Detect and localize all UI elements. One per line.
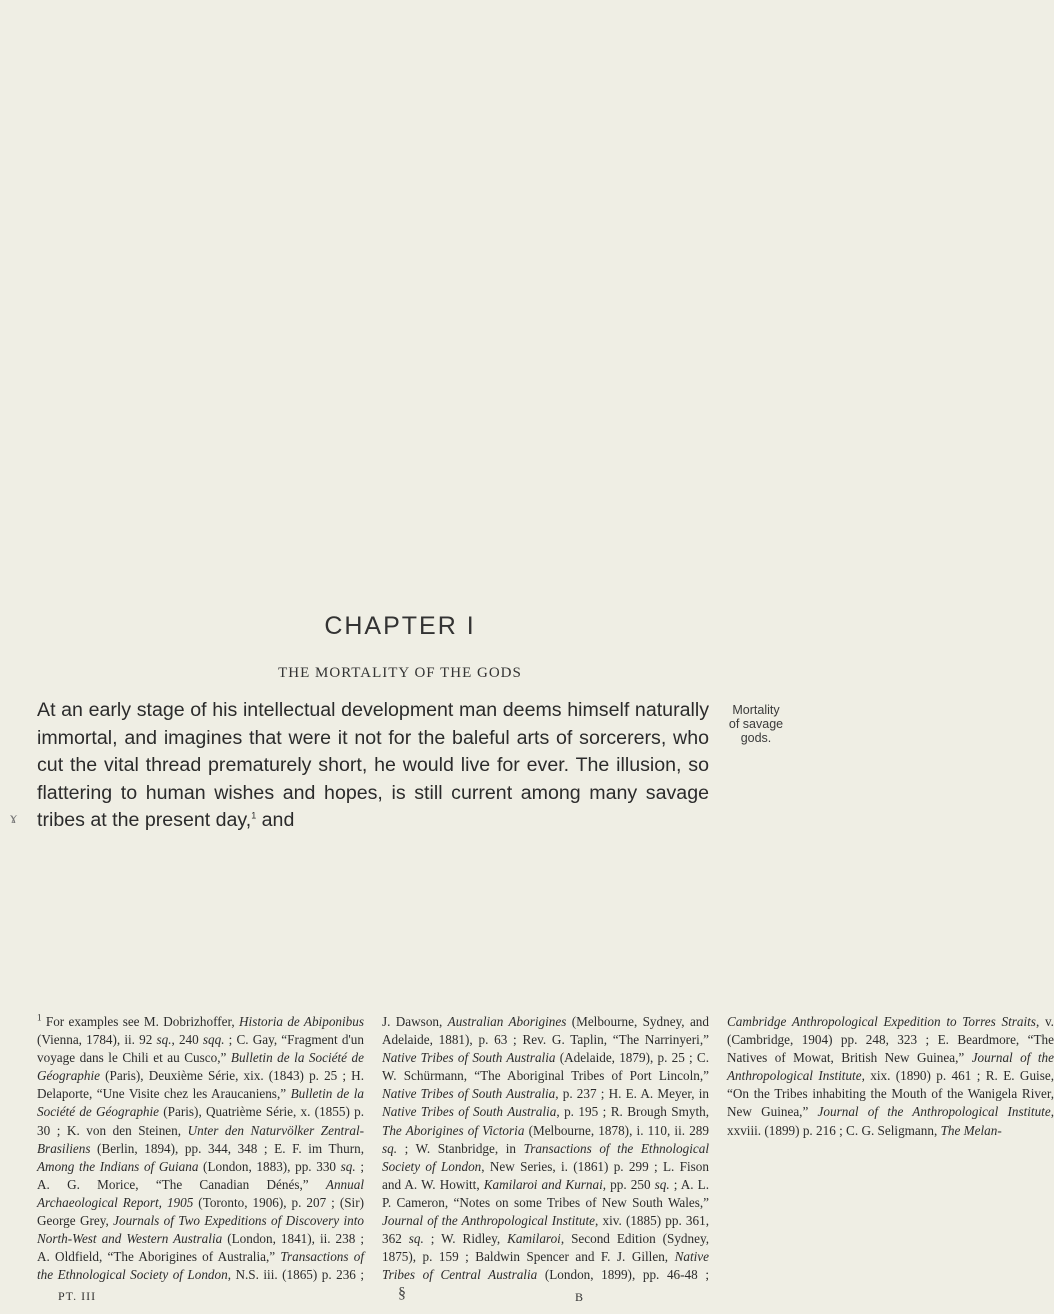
fn-title: Native Tribes of South Australia: [382, 1050, 556, 1066]
footnote: [37, 1012, 1054, 1291]
fn-title: Unter den Naturvölker Zentral-Brasiliens: [37, 1122, 364, 1156]
fn-text: , p. 195 ; R. Brough Smyth,: [556, 1104, 710, 1120]
fn-text: ; A. L. P. Cameron, “Notes on some Tribes of New South Wales,”: [382, 1176, 710, 1210]
fn-text: , Second Edition (Sydney, 1875), p. 159 ; Baldwin Spencer and F. J. Gillen,: [382, 1231, 710, 1265]
fn-title: Annual Archaeological Report, 1905: [37, 1176, 364, 1210]
fn-title: sq.: [156, 1032, 172, 1048]
fn-text: ; W. Stanbridge, in: [397, 1140, 524, 1156]
fn-title: Transactions of the Ethnological Society of London: [37, 1249, 364, 1283]
fn-text: ; A. G. Morice, “The Canadian Dénés,”: [37, 1158, 365, 1192]
side-note: [716, 703, 796, 745]
fn-text: , xxviii. (1899) p. 216 ; C. G. Seligmann,: [727, 1104, 1054, 1138]
fn-title: sq.: [654, 1176, 670, 1192]
side-note-line: of savage: [728, 717, 784, 731]
fn-title: Journal of the Anthropological Institute: [382, 1213, 596, 1229]
fn-title: sq.: [382, 1140, 398, 1156]
fn-text: , pp. 250: [602, 1176, 655, 1192]
fn-text: (Melbourne, 1878), i. 110, ii. 289: [524, 1122, 709, 1138]
side-note-line: gods.: [740, 731, 772, 745]
fn-title: Native Tribes of South Australia: [382, 1104, 557, 1120]
fn-title: Cambridge Anthropological Expedition to Torres Straits: [727, 1014, 1036, 1029]
fn-text: (Berlin, 1894), pp. 344, 348 ; E. F. im Thurn,: [90, 1140, 364, 1156]
fn-text: ; W. Ridley,: [423, 1231, 508, 1247]
fn-title: sq.: [408, 1231, 424, 1247]
signature-mark: PT. III: [58, 1289, 97, 1303]
side-note-line: Mortality: [732, 703, 780, 717]
fn-title: Bulletin de la Société de Géographie: [37, 1086, 364, 1120]
fn-text: (Melbourne, Sydney, and Adelaide, 1881), p. 63 ; Rev. G. Taplin, “The Narrinyeri,”: [382, 1014, 709, 1048]
fn-title: Australian Aborigines: [447, 1014, 567, 1029]
fn-title: The Melan-: [940, 1122, 1002, 1138]
fn-text: For examples see M. Dobrizhoffer,: [41, 1014, 240, 1029]
footnote-marker: 1: [37, 1012, 42, 1023]
fn-title: Kamilaroi: [507, 1231, 561, 1247]
chapter-title: THE MORTALITY OF THE GODS: [278, 665, 522, 681]
fn-text: , N.S. iii. (1865) p. 236 ; J. Dawson,: [227, 1014, 448, 1283]
fn-title: The Aborigines of Victoria: [382, 1122, 525, 1138]
page-letter: B: [575, 1290, 584, 1304]
fn-title: Among the Indians of Guiana: [37, 1158, 199, 1174]
fn-text: (Paris), Quatrième Série, x. (1855) p. 30 ; K. von den Steinen,: [37, 1104, 364, 1138]
fn-text: (London, 1899), pp. 46-48 ;: [537, 1267, 709, 1283]
fn-text: , xix. (1890) p. 461 ; R. E. Guise, “On the Tribes inhabiting the Mouth of the Wanigela River, New Guinea,”: [727, 1068, 1054, 1120]
fn-title: Bulletin de la Société de Géographie: [37, 1050, 364, 1084]
fn-title: Historia de Abiponibus: [239, 1014, 364, 1029]
fn-title: Journal of the Anthropological Institute: [817, 1104, 1051, 1120]
fn-text: (Paris), Deuxième Série, xix. (1843) p. 25 ; H. Delaporte, “Une Visite chez les Araucaniens,”: [37, 1068, 364, 1102]
fn-text: , xiv. (1885) pp. 361, 362: [382, 1213, 709, 1247]
fn-text: , 240: [171, 1032, 203, 1048]
fn-title: Transactions of the Ethnological Society of London: [382, 1140, 709, 1174]
body-paragraph: [37, 697, 709, 835]
fn-text: (Adelaide, 1879), p. 25 ; C. W. Schürmann, “The Aboriginal Tribes of Port Lincoln,”: [382, 1050, 710, 1084]
fn-title: Kamilaroi and Kurnai: [483, 1176, 603, 1192]
margin-mark: ɤ: [10, 810, 18, 827]
fn-title: Native Tribes of Central Australia: [382, 1249, 709, 1283]
fn-title: sqq.: [202, 1032, 225, 1048]
fn-text: , p. 237 ; H. E. A. Meyer, in: [555, 1086, 710, 1102]
fn-title: Journal of the Anthropological Institute: [727, 1050, 1054, 1084]
footnote-ref: 1: [251, 810, 257, 821]
fn-text: , New Series, i. (1861) p. 299 ; L. Fison and A. W. Howitt,: [382, 1158, 709, 1192]
fn-text: ; C. Gay, “Fragment d'un voyage dans le Chili et au Cusco,”: [37, 1032, 364, 1066]
fn-text: (London, 1841), ii. 238 ; A. Oldfield, “The Aborigines of Australia,”: [37, 1231, 364, 1265]
fn-text: (Toronto, 1906), p. 207 ; (Sir) George Grey,: [37, 1194, 364, 1229]
body-text: an early stage of his intellectual development man deems himself naturally immortal, and imagines that were it not for the baleful arts of sorcerers, who cut the vital thread prematurely short, he would live for ever. The illusion, so flattering to human wishes and hopes, is still current among many savage tribes at the present day,: [37, 699, 709, 831]
fn-title: Journals of Two Expeditions of Discovery into North-West and Western Australia: [37, 1213, 365, 1247]
body-text-end: and: [256, 809, 295, 831]
fn-text: , v. (Cambridge, 1904) pp. 248, 323 ; E. Beardmore, “The Natives of Mowat, British New Guinea,”: [727, 1014, 1054, 1066]
fn-title: Native Tribes of South Australia: [382, 1086, 556, 1102]
body-lead: At: [37, 699, 56, 721]
chapter-heading: CHAPTER I: [324, 612, 476, 640]
printer-mark: §: [398, 1285, 406, 1302]
fn-text: (London, 1883), pp. 330: [198, 1158, 341, 1174]
fn-title: sq.: [340, 1158, 356, 1174]
fn-text: (Vienna, 1784), ii. 92: [37, 1032, 157, 1048]
